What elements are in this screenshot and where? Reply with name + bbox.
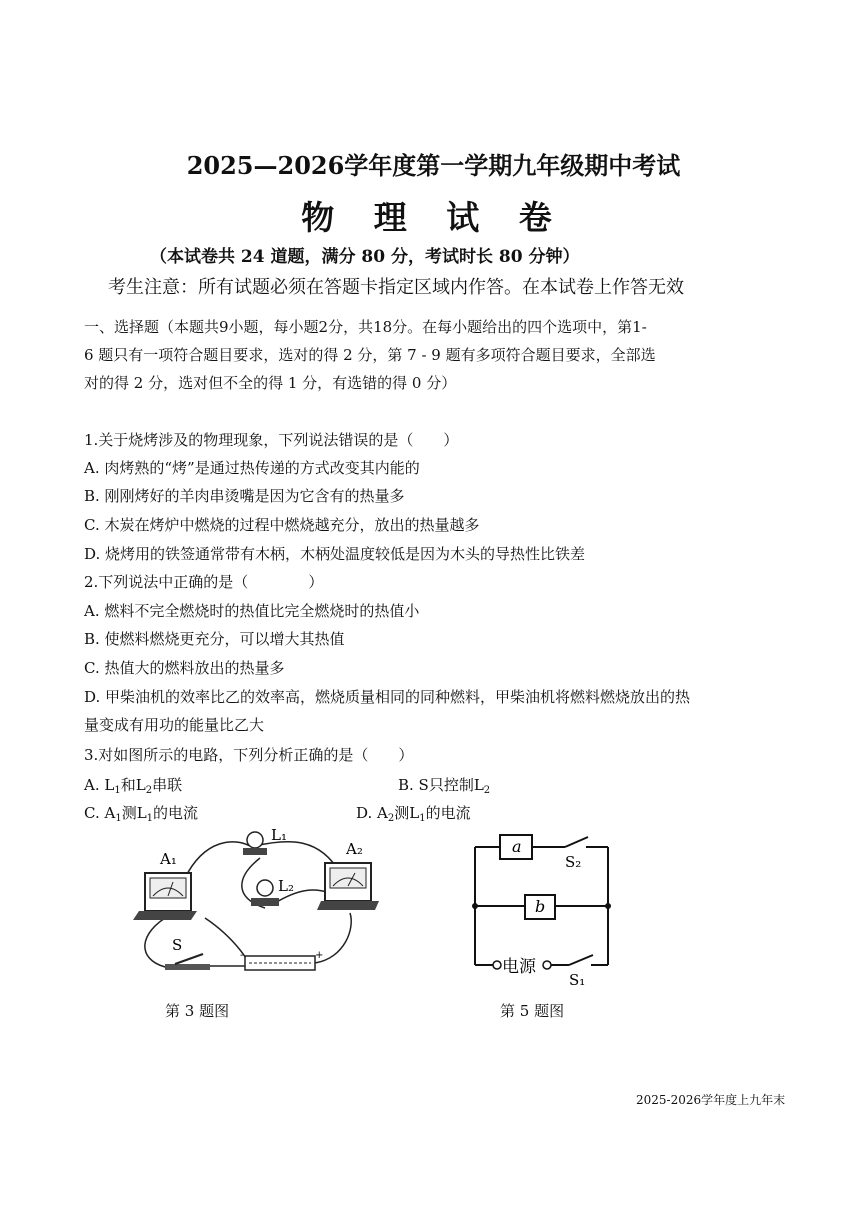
ammeter-a1-icon [133, 873, 197, 920]
q2-stem: 2.下列说法中正确的是（ ） [84, 573, 324, 591]
q2-option-a: A. 燃料不完全燃烧时的热值比完全燃烧时的热值小 [84, 602, 420, 620]
figure3-label-l2: L₂ [278, 877, 294, 895]
svg-text:-: - [240, 950, 244, 961]
figure3-caption: 第 3 题图 [165, 1002, 230, 1020]
q2-option-d-line2: 量变成有用功的能量比乙大 [84, 716, 265, 734]
exam-notice: 考生注意：所有试题必须在答题卡指定区域内作答。在本试卷上作答无效 [108, 277, 684, 298]
q1-stem: 1.关于烧烤涉及的物理现象，下列说法错误的是（ ） [84, 431, 459, 449]
power-source-label: 电源 [502, 957, 536, 977]
q3-option-d: D. $A_2$测$L_1$的电流 [356, 804, 471, 824]
switch-s1-icon [569, 955, 593, 965]
figure5-caption: 第 5 题图 [500, 1002, 565, 1020]
figure3-label-l1: L₁ [271, 826, 287, 844]
svg-text:+: + [315, 950, 324, 961]
switch-s-icon [165, 954, 210, 970]
q2-option-d-line1: D. 甲柴油机的效率比乙的效率高，燃烧质量相同的同种燃料，甲柴油机将燃料燃烧放出的热 [84, 688, 691, 706]
q1-option-c: C. 木炭在烤炉中燃烧的过程中燃烧越充分，放出的热量越多 [84, 516, 480, 534]
exam-title: 2025—2026学年度第一学期九年级期中考试 [186, 151, 681, 180]
lamp-l2-icon [251, 880, 279, 906]
component-a-label: a [512, 837, 522, 856]
q3-option-a: A. $L_1$和$L_2$串联 [84, 776, 183, 796]
q2-option-b: B. 使燃料燃烧更充分，可以增大其热值 [84, 630, 345, 648]
q1-option-a: A. 肉烤熟的“烤”是通过热传递的方式改变其内能的 [84, 459, 420, 477]
figure5-circuit-diagram [465, 825, 635, 995]
section-instructions-line2: 6 题只有一项符合题目要求，选对的得 2 分，第 7 - 9 题有多项符合题目要求，全部选 [84, 346, 656, 364]
figure3-circuit-diagram [125, 818, 385, 988]
exam-subject: 物 理 试 卷 [301, 198, 566, 237]
figure3-label-s: S [172, 936, 183, 954]
section-instructions-line3: 对的得 2 分，选对但不全的得 1 分，有选错的得 0 分） [84, 374, 457, 392]
exam-info: （本试卷共 24 道题，满分 80 分，考试时长 80 分钟） [150, 247, 580, 267]
q3-stem: 3.对如图所示的电路，下列分析正确的是（ ） [84, 746, 414, 764]
switch-s2-icon [565, 837, 588, 847]
figure5-label-s2: S₂ [565, 853, 582, 871]
battery-icon [240, 950, 323, 970]
component-b-label: b [535, 897, 546, 916]
q3-option-c: C. $A_1$测$L_1$的电流 [84, 804, 199, 824]
q3-option-b: B. S只控制$L_2$ [398, 776, 491, 796]
page-footer: 2025-2026学年度上九年末 [636, 1093, 786, 1107]
q1-option-d: D. 烧烤用的铁签通常带有木柄，木柄处温度较低是因为木头的导热性比铁差 [84, 545, 586, 563]
q1-option-b: B. 刚刚烤好的羊肉串烫嘴是因为它含有的热量多 [84, 487, 405, 505]
figure3-label-a2: A₂ [346, 840, 363, 858]
figure5-label-s1: S₁ [569, 971, 586, 989]
section-instructions-line1: 一、选择题（本题共9小题，每小题2分，共18分。在每小题给出的四个选项中，第1- [84, 318, 647, 336]
ammeter-a2-icon [317, 863, 379, 910]
q2-option-c: C. 热值大的燃料放出的热量多 [84, 659, 285, 677]
figure3-label-a1: A₁ [160, 850, 177, 868]
